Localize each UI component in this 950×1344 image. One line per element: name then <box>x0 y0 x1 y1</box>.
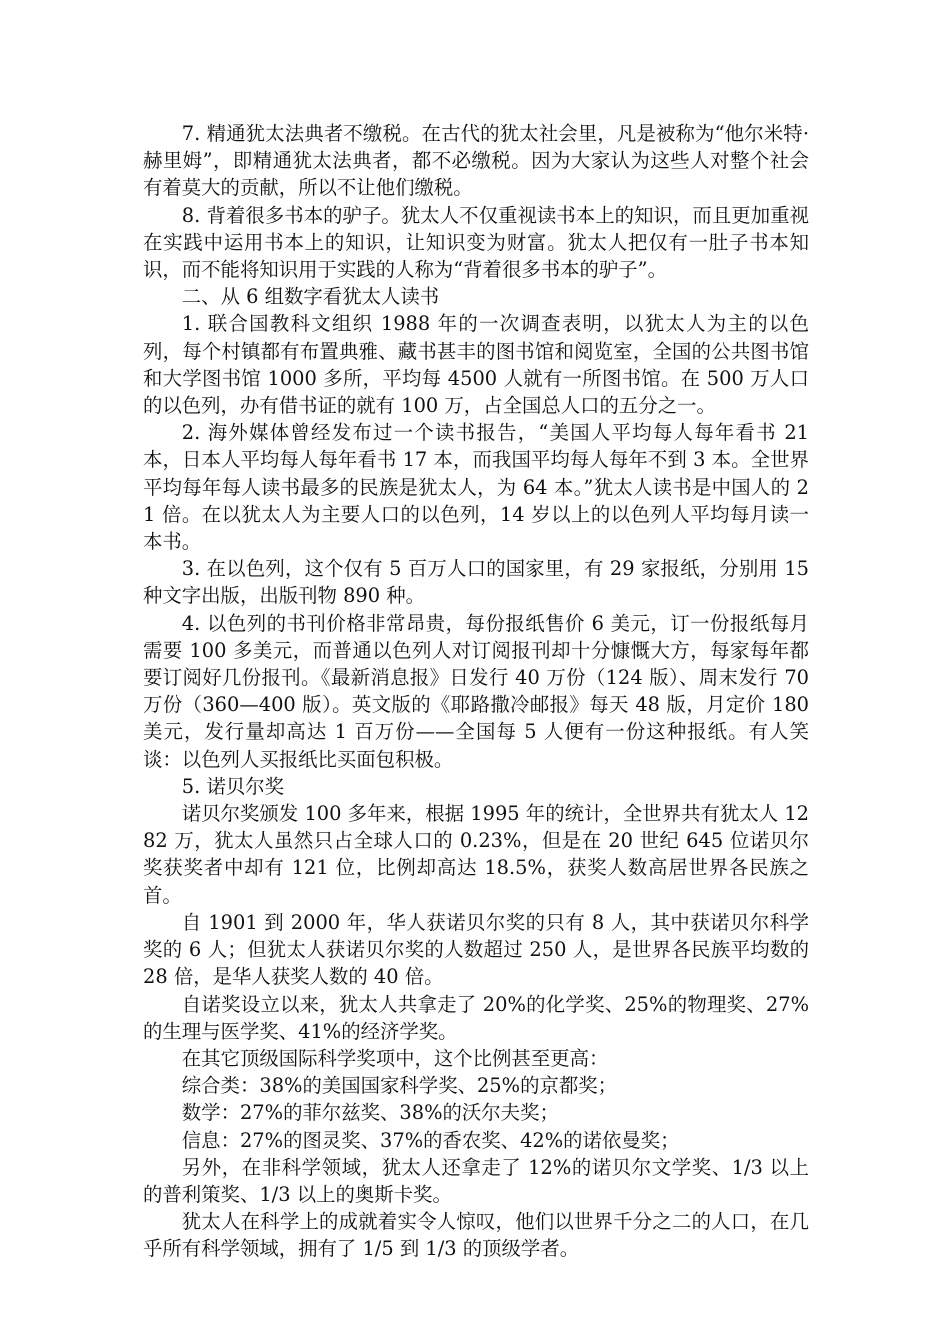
document-body <box>143 120 809 1263</box>
subheading-nobel: 5. 诺贝尔奖 <box>181 774 285 798</box>
paragraph-newspaper-prices: 4. 以色列的书刊价格非常昂贵，每份报纸售价 6 美元，订一份报纸每月需要 100 多美元，而普通以色列人对订阅报刊却十分慷慨大方，每家每年都要订阅好几份报刊。《最新消息报》日发行 40 万份（124 版）、周末发行 70 万份（360—400 版）。英文版的《耶路撒冷邮报》每天 48 版，月定价 180 美元，发行量却高达 1 百万份——全国每 5 人便有一份这种报纸。有人笑谈：以色列人买报纸比买面包积极。 <box>143 611 809 771</box>
paragraph-information: 信息：27%的图灵奖、37%的香农奖、42%的诺依曼奖； <box>181 1128 680 1152</box>
paragraph-unesco-survey: 1. 联合国教科文组织 1988 年的一次调查表明，以犹太人为主的以色列，每个村镇都有布置典雅、藏书甚丰的图书馆和阅览室，全国的公共图书馆和大学图书馆 1000 多所，平均每 4500 人就有一所图书馆。在 500 万人口的以色列，办有借书证的就有 100 万，占全国总人口的五分之一。 <box>143 312 809 418</box>
paragraph-nobel-stats: 诺贝尔奖颁发 100 多年来，根据 1995 年的统计，全世界共有犹太人 1282 万，犹太人虽然只占全球人口的 0.23%，但是在 20 世纪 645 位诺贝尔奖获奖者中却有 121 位，比例却高达 18.5%，获奖人数高居世界各民族之首。 <box>143 802 809 907</box>
paragraph-donkey-books: 8. 背着很多书本的驴子。犹太人不仅重视读书本上的知识，而且更加重视在实践中运用书本上的知识，让知识变为财富。犹太人把仅有一肚子书本知识，而不能将知识用于实践的人称为“背着很多书本的驴子”。 <box>143 203 809 282</box>
paragraph-comprehensive: 综合类：38%的美国国家科学奖、25%的京都奖； <box>181 1074 618 1098</box>
paragraph-nobel-shares: 自诺奖设立以来，犹太人共拿走了 20%的化学奖、25%的物理奖、27%的生理与医学奖、41%的经济学奖。 <box>143 992 809 1043</box>
paragraph-reading-report: 2. 海外媒体曾经发布过一个读书报告，“美国人平均每人每年看书 21 本，日本人平均每人每年看书 17 本，而我国平均每人每年不到 3 本。全世界平均每年每人读书最多的民族是犹太人，为 64 本。”犹太人读书是中国人的 21 倍。在以犹太人为主要人口的以色列，14 岁以上的以色列人平均每月读一本书。 <box>143 421 809 554</box>
paragraph-chinese-nobel: 自 1901 到 2000 年，华人获诺贝尔奖的只有 8 人，其中获诺贝尔科学奖的 6 人；但犹太人获诺贝尔奖的人数超过 250 人，是世界各民族平均数的 28 倍，是华人获奖人数的 40 倍。 <box>143 910 809 989</box>
paragraph-math: 数学：27%的菲尔兹奖、38%的沃尔夫奖； <box>181 1101 559 1125</box>
section-heading-six-numbers: 二、从 6 组数字看犹太人读书 <box>181 285 440 309</box>
paragraph-other-awards-intro: 在其它顶级国际科学奖项中，这个比例甚至更高： <box>181 1046 609 1070</box>
paragraph-conclusion: 犹太人在科学上的成就着实令人惊叹，他们以世界千分之二的人口，在几乎所有科学领域，拥有了 1/5 到 1/3 的顶级学者。 <box>143 1210 809 1261</box>
paragraph-newspapers: 3. 在以色列，这个仅有 5 百万人口的国家里，有 29 家报纸，分别用 15 种文字出版，出版刊物 890 种。 <box>143 557 809 608</box>
paragraph-tax-exemption: 7. 精通犹太法典者不缴税。在古代的犹太社会里，凡是被称为“他尔米特·赫里姆”，即精通犹太法典者，都不必缴税。因为大家认为这些人对整个社会有着莫大的贡献，所以不让他们缴税。 <box>143 122 809 200</box>
paragraph-non-science: 另外，在非科学领域，犹太人还拿走了 12%的诺贝尔文学奖、1/3 以上的普利策奖、1/3 以上的奥斯卡奖。 <box>143 1155 809 1206</box>
